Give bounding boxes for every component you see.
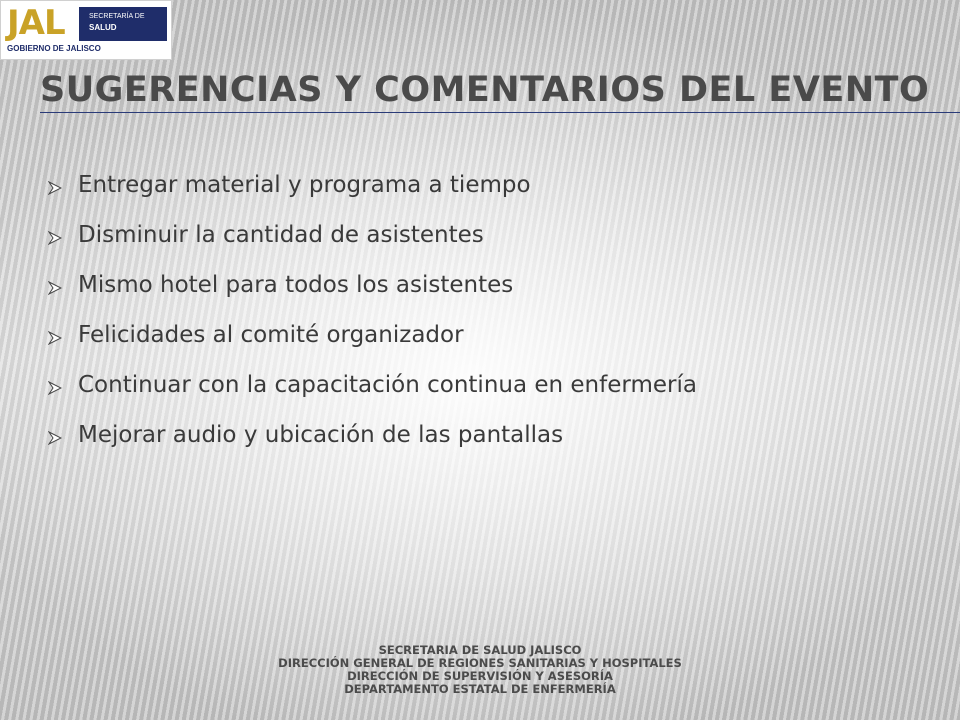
footer-line: SECRETARIA DE SALUD JALISCO (378, 643, 582, 657)
bullet-text: Felicidades al comité organizador (78, 322, 464, 348)
bullet-text: Disminuir la cantidad de asistentes (78, 222, 484, 248)
slide-title: SUGERENCIAS Y COMENTARIOS DEL EVENTO (40, 70, 930, 110)
bullet-text: Continuar con la capacitación continua en enfermería (78, 372, 697, 398)
arrowhead-bullet-icon (48, 381, 62, 395)
footer-line: DIRECCIÓN DE SUPERVISIÓN Y ASESORÍA (347, 669, 613, 683)
arrowhead-bullet-icon (48, 231, 62, 245)
logo (0, 0, 172, 60)
logo-box-line1: SECRETARÍA DE (89, 13, 145, 20)
arrowhead-bullet-icon (48, 431, 62, 445)
arrowhead-bullet-icon (48, 331, 62, 345)
logo-box-line2: SALUD (89, 23, 117, 32)
logo-government: GOBIERNO DE JALISCO (7, 44, 101, 53)
arrowhead-bullet-icon (48, 181, 62, 195)
bullet-text: Entregar material y programa a tiempo (78, 172, 531, 198)
bullet-text: Mismo hotel para todos los asistentes (78, 272, 514, 298)
logo-box (79, 7, 167, 41)
title-underline (40, 112, 960, 113)
arrowhead-bullet-icon (48, 281, 62, 295)
footer-line: DEPARTAMENTO ESTATAL DE ENFERMERÍA (344, 682, 616, 696)
bullet-text: Mejorar audio y ubicación de las pantallas (78, 422, 564, 448)
footer-line: DIRECCIÓN GENERAL DE REGIONES SANITARIAS Y HOSPITALES (278, 656, 682, 670)
footer (0, 644, 960, 696)
logo-mark: JAL (7, 3, 65, 43)
